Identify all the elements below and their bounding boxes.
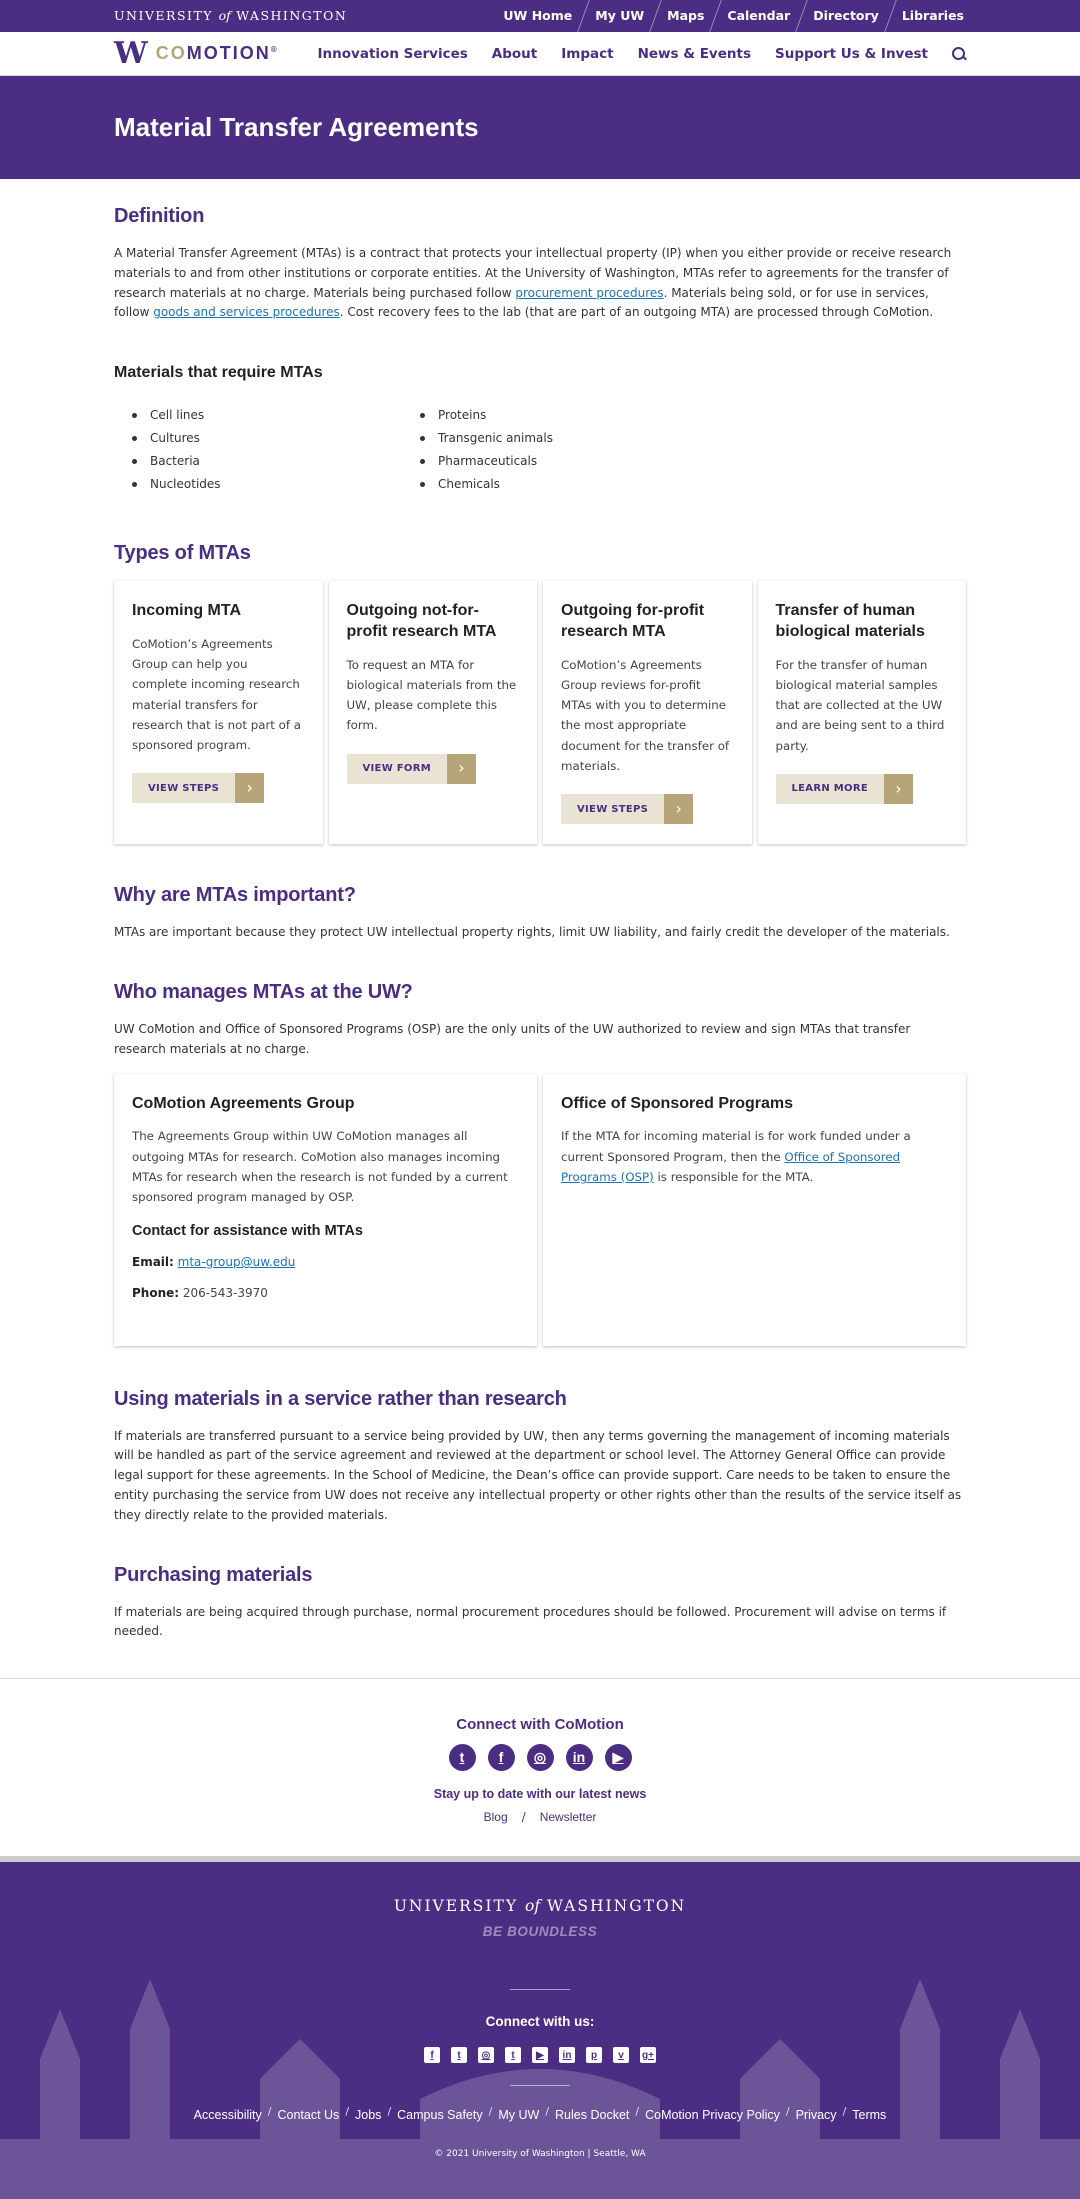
definition-heading: Definition	[114, 205, 205, 227]
card-sponsored-programs	[543, 1074, 966, 1346]
card-title: Incoming MTA	[132, 601, 242, 619]
footer-link-jobs[interactable]: Jobs	[355, 2108, 382, 2123]
page-title: Material Transfer Agreements	[114, 112, 479, 143]
list-item: Nucleotides	[132, 473, 420, 496]
top-link-my-uw[interactable]: My UW	[595, 8, 645, 24]
definition-text: A Material Transfer Agreement (MTAs) is a contract that protects your intellectual property (IP) when you either provide or receive research materials to and from other institutions or corporate entities. At the University of Washington, MTAs refer to agreements for the transfer of research materials at no charge. Materials being purchased follow procurement procedures. Materials being sold, or for use in services, follow goods and services procedures. Cost recovery fees to the lab (that are part of an outgoing MTA) are processed through CoMotion.	[114, 246, 952, 320]
list-item: Chemicals	[420, 473, 708, 496]
footer-links: Accessibility / Contact Us / Jobs / Campus Safety / My UW / Rules Docket / CoMotion Privacy Policy / Privacy / Terms	[0, 2106, 1080, 2125]
why-text: MTAs are important because they protect UW intellectual property rights, limit UW liability, and fairly credit the developer of the materials.	[114, 925, 950, 940]
view-steps-button[interactable]: VIEW STEPS ›	[561, 794, 693, 824]
uw-wordmark-of: of	[218, 8, 231, 24]
who-heading: Who manages MTAs at the UW?	[114, 981, 413, 1004]
card-text: The Agreements Group within UW CoMotion manages all outgoing MTAs for research. CoMotion also manages incoming MTAs for research when the research is not funded by a current sponsored program managed by OSP.	[132, 1129, 508, 1205]
purchasing-heading: Purchasing materials	[114, 1563, 313, 1586]
card-title: CoMotion Agreements Group	[132, 1094, 355, 1112]
materials-col-1	[132, 404, 420, 496]
why-heading: Why are MTAs important?	[114, 884, 356, 907]
youtube-icon[interactable]: ▶	[605, 1744, 632, 1771]
chevron-right-icon: ›	[447, 754, 476, 784]
uw-wordmark-link[interactable]	[114, 6, 347, 25]
comotion-logo-link[interactable]	[114, 36, 279, 71]
connect-section	[0, 1678, 1080, 1856]
card-title: Outgoing not-for-profit research MTA	[346, 601, 497, 640]
connect-heading: Connect with CoMotion	[456, 1716, 624, 1734]
card-text: If the MTA for incoming material is for work funded under a current Sponsored Program, then the Office of Sponsored Programs (OSP) is responsible for the MTA.	[561, 1129, 911, 1185]
facebook-icon[interactable]: f	[424, 2047, 440, 2063]
materials-heading: Materials that require MTAs	[114, 364, 323, 382]
phone-row: Phone: 206-543-3970	[132, 1285, 268, 1300]
footer-connect-heading: Connect with us:	[485, 2014, 595, 2030]
materials-list	[114, 404, 966, 496]
view-steps-button[interactable]: VIEW STEPS ›	[132, 773, 264, 803]
footer-link-campus-safety[interactable]: Campus Safety	[397, 2108, 483, 2123]
top-link-calendar[interactable]: Calendar	[727, 8, 791, 24]
who-cards	[114, 1074, 966, 1346]
nav-news-events[interactable]: News & Events	[637, 45, 751, 62]
footer-link-comotion-privacy[interactable]: CoMotion Privacy Policy	[645, 2108, 780, 2123]
uw-top-links	[492, 0, 966, 32]
linkedin-icon[interactable]: in	[566, 1744, 593, 1771]
card-text: To request an MTA for biological materials from the UW, please complete this form.	[346, 657, 517, 733]
goods-services-procedures-link[interactable]: goods and services procedures	[153, 305, 340, 320]
nav-impact[interactable]: Impact	[561, 45, 614, 62]
card-text: CoMotion’s Agreements Group can help you complete incoming research material transfers for research that is not part of a sponsored program.	[132, 636, 302, 753]
mta-type-cards	[114, 581, 966, 844]
uw-w-logo-icon: W	[114, 36, 148, 71]
card-title: Transfer of human biological materials	[775, 601, 925, 640]
procurement-procedures-link[interactable]: procurement procedures	[515, 285, 664, 300]
footer-link-accessibility[interactable]: Accessibility	[193, 2108, 262, 2123]
google-plus-icon[interactable]: g+	[640, 2047, 656, 2063]
list-item: Pharmaceuticals	[420, 450, 708, 473]
uw-wordmark-post: WASHINGTON	[236, 8, 348, 24]
service-heading: Using materials in a service rather than research	[114, 1387, 567, 1410]
email-row: Email: mta-group@uw.edu	[132, 1255, 296, 1270]
search-icon[interactable]	[952, 47, 966, 61]
divider	[510, 1989, 570, 1990]
card-incoming-mta	[114, 581, 323, 844]
purchasing-text: If materials are being acquired through purchase, normal procurement procedures should be followed. Procurement will advise on terms if needed.	[114, 1604, 947, 1639]
tumblr-icon[interactable]: t	[505, 2047, 521, 2063]
top-link-directory[interactable]: Directory	[813, 8, 879, 24]
divider	[510, 2085, 570, 2086]
card-title: Office of Sponsored Programs	[561, 1094, 794, 1112]
email-link[interactable]: mta-group@uw.edu	[177, 1255, 296, 1270]
footer-link-my-uw[interactable]: My UW	[498, 2108, 540, 2123]
stay-updated-text: Stay up to date with our latest news	[433, 1787, 647, 1802]
list-item: Cultures	[132, 427, 420, 450]
newsletter-link[interactable]: Newsletter	[539, 1809, 597, 1824]
chevron-right-icon: ›	[884, 774, 913, 804]
footer-uw-wordmark[interactable]: UNIVERSITY of WASHINGTON	[393, 1897, 687, 1916]
youtube-icon[interactable]: ▶	[532, 2047, 548, 2063]
list-item: Cell lines	[132, 404, 420, 427]
social-icons	[0, 1744, 1080, 1771]
list-item: Bacteria	[132, 450, 420, 473]
view-form-button[interactable]: VIEW FORM ›	[347, 754, 477, 784]
main-nav	[318, 44, 966, 65]
card-title: Outgoing for-profit research MTA	[561, 601, 705, 640]
footer-social-icons	[0, 2047, 1080, 2063]
twitter-icon[interactable]: t	[449, 1744, 476, 1771]
main-content	[114, 179, 966, 1678]
contact-heading: Contact for assistance with MTAs	[132, 1222, 363, 1239]
nav-innovation-services[interactable]: Innovation Services	[317, 45, 468, 62]
site-navbar	[0, 32, 1080, 76]
twitter-icon[interactable]: t	[451, 2047, 467, 2063]
facebook-icon[interactable]: f	[488, 1744, 515, 1771]
linkedin-icon[interactable]: in	[559, 2047, 575, 2063]
top-link-libraries[interactable]: Libraries	[901, 8, 964, 24]
blog-link[interactable]: Blog	[483, 1809, 508, 1824]
be-boundless-tagline: BE BOUNDLESS	[482, 1924, 598, 1940]
footer-link-contact-us[interactable]: Contact Us	[277, 2108, 340, 2123]
card-outgoing-forprofit-mta	[543, 581, 752, 844]
learn-more-button[interactable]: LEARN MORE ›	[776, 774, 913, 804]
types-heading: Types of MTAs	[114, 541, 251, 564]
card-human-biological-materials	[758, 581, 967, 844]
card-text: For the transfer of human biological material samples that are collected at the UW and are being sent to a third party.	[775, 657, 945, 753]
footer-link-rules-docket[interactable]: Rules Docket	[555, 2108, 630, 2123]
list-item: Proteins	[420, 404, 708, 427]
materials-col-2	[420, 404, 708, 496]
separator: /	[521, 1809, 526, 1824]
who-text: UW CoMotion and Office of Sponsored Programs (OSP) are the only units of the UW authorized to review and sign MTAs that transfer research materials at no charge.	[114, 1022, 911, 1056]
chevron-right-icon: ›	[235, 773, 264, 803]
instagram-icon[interactable]: ◎	[527, 1744, 554, 1771]
card-text: CoMotion’s Agreements Group reviews for-profit MTAs with you to determine the most appropriate document for the transfer of materials.	[561, 657, 730, 773]
top-link-maps[interactable]: Maps	[667, 8, 705, 24]
nav-support-invest[interactable]: Support Us & Invest	[775, 45, 928, 62]
nav-about[interactable]: About	[491, 45, 538, 62]
top-link-uw-home[interactable]: UW Home	[503, 8, 573, 24]
copyright: © 2021 University of Washington | Seattle, WA	[434, 2148, 646, 2159]
uw-top-bar	[0, 0, 1080, 32]
comotion-logo-text: COMOTION®	[155, 43, 279, 64]
chevron-right-icon: ›	[664, 794, 693, 824]
instagram-icon[interactable]: ◎	[478, 2047, 494, 2063]
service-text: If materials are transferred pursuant to a service being provided by UW, then any terms governing the management of incoming materials will be handled as part of the service agreement and reviewed at the department or school level. The Attorney General Office can provide legal support for these agreements. In the School of Medicine, the Dean’s office can provide support. Care needs to be taken to ensure the entity purchasing the service from UW does not receive any intellectual property or other rights other than the results of the service itself as they directly relate to the provided materials.	[114, 1428, 962, 1522]
news-links	[0, 1807, 1080, 1827]
osp-link[interactable]: Office of Sponsored Programs (OSP)	[561, 1149, 901, 1185]
footer-link-terms[interactable]: Terms	[852, 2108, 887, 2123]
uw-wordmark-pre: UNIVERSITY	[114, 8, 214, 24]
footer-link-privacy[interactable]: Privacy	[795, 2108, 837, 2123]
card-outgoing-nonprofit-mta	[329, 581, 538, 844]
vine-icon[interactable]: v	[613, 2047, 629, 2063]
list-item: Transgenic animals	[420, 427, 708, 450]
page-hero	[0, 76, 1080, 179]
card-agreements-group	[114, 1074, 537, 1346]
pinterest-icon[interactable]: p	[586, 2047, 602, 2063]
site-footer	[0, 1862, 1080, 2199]
